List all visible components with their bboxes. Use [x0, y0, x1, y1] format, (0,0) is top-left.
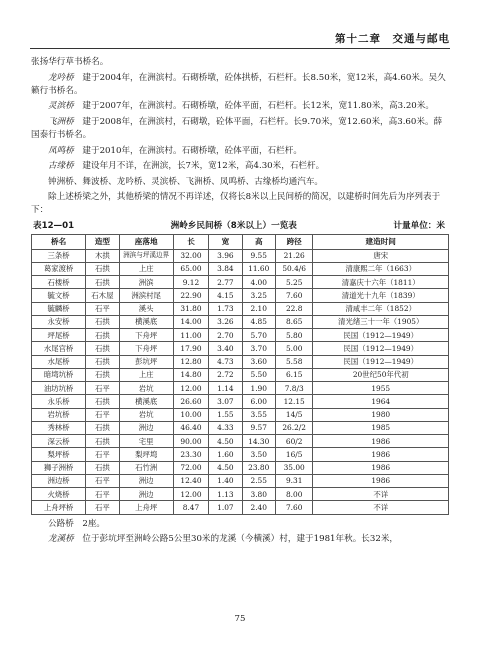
paragraph	[31, 100, 449, 113]
table-cell: 12.00	[173, 382, 208, 395]
table-cell: 下舟坪	[119, 342, 173, 355]
table-cell: 2.55	[242, 474, 275, 487]
table-cell: 16/5	[275, 448, 313, 461]
paragraph-text: 公路桥 2座。	[48, 518, 106, 529]
paragraph	[31, 176, 449, 189]
paragraph	[31, 160, 449, 173]
table-row	[32, 461, 449, 474]
table-cell: 不详	[313, 501, 449, 514]
page-number: 75	[234, 614, 246, 624]
table-cell: 32.00	[173, 249, 208, 262]
table-cell: 油坊坑桥	[32, 382, 86, 395]
table-cell: 不详	[313, 488, 449, 501]
table-cell: 4.15	[209, 289, 242, 302]
table-cell: 1964	[313, 395, 449, 408]
table-cell: 3.26	[209, 315, 242, 328]
table-cell: 横溪底	[119, 315, 173, 328]
table-cell: 23.30	[173, 448, 208, 461]
table-cell: 4.50	[209, 461, 242, 474]
table-cell: 洲边	[119, 488, 173, 501]
table-cell: 1980	[313, 408, 449, 421]
table-cell: 1955	[313, 382, 449, 395]
table-cell: 20世纪50年代初	[313, 368, 449, 381]
table-cell: 水尾桥	[32, 355, 86, 368]
paragraph	[31, 72, 449, 99]
table-cell: 1986	[313, 448, 449, 461]
table-cell: 暗塆坑桥	[32, 368, 86, 381]
table-cell: 火烧桥	[32, 488, 86, 501]
table-cell: 民国（1912—1949）	[313, 329, 449, 342]
column-header: 座落地	[119, 235, 173, 249]
table-cell: 4.50	[209, 435, 242, 448]
table-cell: 石拱	[86, 262, 119, 275]
table-cell: 葛家渡桥	[32, 262, 86, 275]
table-cell: 4.73	[209, 355, 242, 368]
table-cell: 石拱	[86, 421, 119, 434]
table-cell: 坪尾桥	[32, 329, 86, 342]
table-cell: 4.00	[242, 276, 275, 289]
table-caption	[31, 220, 449, 233]
table-header-row	[32, 235, 449, 249]
paragraph-text: 建设年月不详，在洲滨，长7米，宽12米，高4.30米，石栏杆。	[82, 161, 325, 172]
table-cell: 12.00	[173, 488, 208, 501]
table-cell: 9.55	[242, 249, 275, 262]
table-cell: 石拱	[86, 368, 119, 381]
column-header: 长	[173, 235, 208, 249]
paragraph	[31, 518, 449, 531]
table-cell: 2.40	[242, 501, 275, 514]
column-header: 桥名	[32, 235, 86, 249]
table-cell: 石平	[86, 448, 119, 461]
table-cell: 永乐桥	[32, 395, 86, 408]
table-cell: 1.07	[209, 501, 242, 514]
table-cell: 5.50	[242, 368, 275, 381]
table-cell: 8.47	[173, 501, 208, 514]
table-cell: 木拱	[86, 249, 119, 262]
paragraph-group	[31, 56, 449, 218]
table-cell: 清光绪三十一年（1905）	[313, 315, 449, 328]
bridge-name: 古缘桥	[48, 161, 74, 172]
table-cell: 11.60	[242, 262, 275, 275]
table-cell: 3.70	[242, 342, 275, 355]
paragraph-text: 钟洲桥、舞波桥、龙吟桥、灵滨桥、飞洲桥、凤鸣桥、古缘桥均通汽车。	[48, 176, 324, 187]
bridge-name: 龙溪桥	[48, 534, 74, 545]
table-cell: 23.80	[242, 461, 275, 474]
table-row	[32, 474, 449, 487]
table-cell: 2.72	[209, 368, 242, 381]
table-cell: 上舟坪	[119, 501, 173, 514]
table-cell: 10.00	[173, 408, 208, 421]
table-cell: 洲滨村尾	[119, 289, 173, 302]
table-cell: 5.80	[275, 329, 313, 342]
table-cell: 3.80	[242, 488, 275, 501]
table-cell: 清康熙二年（1663）	[313, 262, 449, 275]
table-cell: 宅里	[119, 435, 173, 448]
table-row	[32, 448, 449, 461]
table-row	[32, 395, 449, 408]
table-cell: 9.57	[242, 421, 275, 434]
table-cell: 岩坑	[119, 382, 173, 395]
table-cell: 永安桥	[32, 315, 86, 328]
table-cell: 上庄	[119, 368, 173, 381]
table-cell: 12.40	[173, 474, 208, 487]
table-cell: 石平	[86, 488, 119, 501]
table-cell: 8.65	[275, 315, 313, 328]
paragraph	[31, 145, 449, 158]
chapter-header: 第十二章 交通与邮电	[335, 33, 450, 45]
table-cell: 46.40	[173, 421, 208, 434]
table-cell: 3.07	[209, 395, 242, 408]
table-cell: 石平	[86, 501, 119, 514]
table-row	[32, 289, 449, 302]
table-cell: 唐宋	[313, 249, 449, 262]
table-cell: 14/5	[275, 408, 313, 421]
table-cell: 8.00	[275, 488, 313, 501]
table-cell: 三条桥	[32, 249, 86, 262]
table-cell: 石拱	[86, 435, 119, 448]
table-cell: 石竹洲	[119, 461, 173, 474]
table-row	[32, 382, 449, 395]
table-cell: 9.12	[173, 276, 208, 289]
table-cell: 7.60	[275, 289, 313, 302]
table-cell: 35.00	[275, 461, 313, 474]
table-cell: 狮子洲桥	[32, 461, 86, 474]
table-row	[32, 421, 449, 434]
table-cell: 毓文桥	[32, 289, 86, 302]
table-cell: 60/2	[275, 435, 313, 448]
table-unit: 计量单位：米	[393, 220, 445, 231]
table-cell: 石平	[86, 382, 119, 395]
table-cell: 14.30	[242, 435, 275, 448]
table-cell: 石楼桥	[32, 276, 86, 289]
table-cell: 7.60	[275, 501, 313, 514]
table-cell: 1986	[313, 461, 449, 474]
bridge-table	[31, 234, 449, 514]
paragraph-text: 位于彭坑坪至洲岭公路5公里30米的龙溪（今横溪）村，建于1981年秋。长32米，	[82, 534, 399, 545]
table-cell: 清嘉庆十六年（1811）	[313, 276, 449, 289]
table-cell: 民国（1912—1949）	[313, 342, 449, 355]
table-row	[32, 501, 449, 514]
table-cell: 清咸丰二年（1852）	[313, 302, 449, 315]
bridge-name: 飞洲桥	[48, 116, 74, 127]
bridge-name: 灵滨桥	[48, 101, 74, 112]
column-header: 跨径	[275, 235, 313, 249]
table-cell: 50.4/6	[275, 262, 313, 275]
table-cell: 14.80	[173, 368, 208, 381]
table-cell: 3.55	[242, 408, 275, 421]
table-cell: 上舟坪桥	[32, 501, 86, 514]
table-cell: 石平	[86, 302, 119, 315]
table-row	[32, 249, 449, 262]
bridge-name: 龙吟桥	[48, 72, 74, 83]
table-cell: 21.26	[275, 249, 313, 262]
table-cell: 26.60	[173, 395, 208, 408]
table-row	[32, 368, 449, 381]
table-cell: 洲边	[119, 421, 173, 434]
paragraph	[31, 533, 449, 546]
table-cell: 石平	[86, 408, 119, 421]
table-row	[32, 435, 449, 448]
table-cell: 3.96	[209, 249, 242, 262]
table-cell: 岩坑	[119, 408, 173, 421]
table-cell: 清道光十九年（1839）	[313, 289, 449, 302]
table-cell: 2.77	[209, 276, 242, 289]
table-cell: 岩坑桥	[32, 408, 86, 421]
header-divider	[30, 48, 450, 49]
table-body	[32, 249, 449, 514]
table-cell: 1.14	[209, 382, 242, 395]
table-cell: 洲滨与坪溪边界	[119, 249, 173, 262]
column-header: 造型	[86, 235, 119, 249]
table-cell: 洲滨	[119, 276, 173, 289]
table-row	[32, 302, 449, 315]
table-cell: 深云桥	[32, 435, 86, 448]
table-cell: 横溪底	[119, 395, 173, 408]
table-cell: 梨坪桥	[32, 448, 86, 461]
paragraph-text: 建于2007年，在洲滨村。石砌桥墩，砼体平面，石栏杆。长12米，宽11.80米，高3.20米。	[82, 101, 434, 112]
paragraph-text: 建于2010年，在洲滨村。石砌桥墩，砼体平面，石栏杆。	[82, 145, 302, 156]
page-body	[31, 56, 449, 549]
table-cell: 秀林桥	[32, 421, 86, 434]
table-cell: 民国（1912—1949）	[313, 355, 449, 368]
table-cell: 1.73	[209, 302, 242, 315]
table-cell: 下舟坪	[119, 329, 173, 342]
table-cell: 3.50	[242, 448, 275, 461]
table-cell: 石拱	[86, 342, 119, 355]
table-cell: 11.00	[173, 329, 208, 342]
column-header: 宽	[209, 235, 242, 249]
table-cell: 梨坪塆	[119, 448, 173, 461]
table-cell: 1.55	[209, 408, 242, 421]
table-cell: 65.00	[173, 262, 208, 275]
table-cell: 1.40	[209, 474, 242, 487]
table-cell: 1986	[313, 435, 449, 448]
table-cell: 石拱	[86, 461, 119, 474]
table-cell: 90.00	[173, 435, 208, 448]
table-cell: 上庄	[119, 262, 173, 275]
table-row	[32, 329, 449, 342]
table-row	[32, 315, 449, 328]
table-row	[32, 276, 449, 289]
table-title: 洲岭乡民间桥（8米以上）一览表	[170, 220, 297, 231]
table-cell: 溪头	[119, 302, 173, 315]
table-cell: 彭坑坪	[119, 355, 173, 368]
column-header: 建造时间	[313, 235, 449, 249]
table-row	[32, 262, 449, 275]
table-cell: 12.15	[275, 395, 313, 408]
table-cell: 5.25	[275, 276, 313, 289]
table-cell: 5.00	[275, 342, 313, 355]
table-cell: 2.10	[242, 302, 275, 315]
table-cell: 6.00	[242, 395, 275, 408]
paragraph	[31, 56, 449, 69]
table-cell: 22.8	[275, 302, 313, 315]
table-cell: 14.00	[173, 315, 208, 328]
table-cell: 26.2/2	[275, 421, 313, 434]
table-cell: 1.60	[209, 448, 242, 461]
table-row	[32, 342, 449, 355]
table-cell: 1986	[313, 474, 449, 487]
paragraph-text: 建于2008年，在洲滨村，石砌墩，砼体平面，石栏杆。长9.70米，宽12.60米，高3.60米。薛国泰行书桥名。	[31, 116, 443, 141]
table-cell: 1.13	[209, 488, 242, 501]
table-cell: 7.8/3	[275, 382, 313, 395]
table-cell: 洲边	[119, 474, 173, 487]
table-cell: 石拱	[86, 395, 119, 408]
table-cell: 石拱	[86, 315, 119, 328]
table-cell: 石拱	[86, 355, 119, 368]
table-cell: 4.85	[242, 315, 275, 328]
table-cell: 毓麟桥	[32, 302, 86, 315]
paragraph	[31, 191, 449, 218]
table-cell: 31.80	[173, 302, 208, 315]
table-cell: 5.58	[275, 355, 313, 368]
table-cell: 22.90	[173, 289, 208, 302]
paragraph-text: 张扬华行草书桥名。	[31, 57, 109, 67]
table-cell: 石拱	[86, 329, 119, 342]
table-number: 表12—01	[33, 220, 75, 231]
paragraph	[31, 116, 449, 143]
column-header: 高	[242, 235, 275, 249]
after-table-text	[31, 518, 449, 547]
table-cell: 72.00	[173, 461, 208, 474]
table-cell: 石平	[86, 474, 119, 487]
table-cell: 洲边桥	[32, 474, 86, 487]
table-cell: 石木屋	[86, 289, 119, 302]
table-cell: 2.70	[209, 329, 242, 342]
table-cell: 12.80	[173, 355, 208, 368]
paragraph-text: 除上述桥梁之外，其他桥梁的情况不再详述，仅将长8米以上民间桥的简况，以建桥时间先后为序列表于下：	[31, 192, 441, 216]
table-cell: 水尾宫桥	[32, 342, 86, 355]
table-cell: 3.60	[242, 355, 275, 368]
table-cell: 1.90	[242, 382, 275, 395]
table-cell: 4.33	[209, 421, 242, 434]
table-cell: 17.90	[173, 342, 208, 355]
table-row	[32, 408, 449, 421]
table-cell: 9.31	[275, 474, 313, 487]
table-cell: 3.25	[242, 289, 275, 302]
table-cell: 石拱	[86, 276, 119, 289]
table-cell: 1985	[313, 421, 449, 434]
table-cell: 6.15	[275, 368, 313, 381]
bridge-name: 凤鸣桥	[48, 145, 74, 156]
table-row	[32, 355, 449, 368]
table-row	[32, 488, 449, 501]
table-cell: 5.70	[242, 329, 275, 342]
table-cell: 3.40	[209, 342, 242, 355]
table-cell: 3.84	[209, 262, 242, 275]
paragraph-text: 建于2004年，在洲滨村。石砌桥墩，砼体拱桥，石栏杆。长8.50米，宽12米，高4.60米。吴久籁行书桥名。	[31, 72, 446, 96]
